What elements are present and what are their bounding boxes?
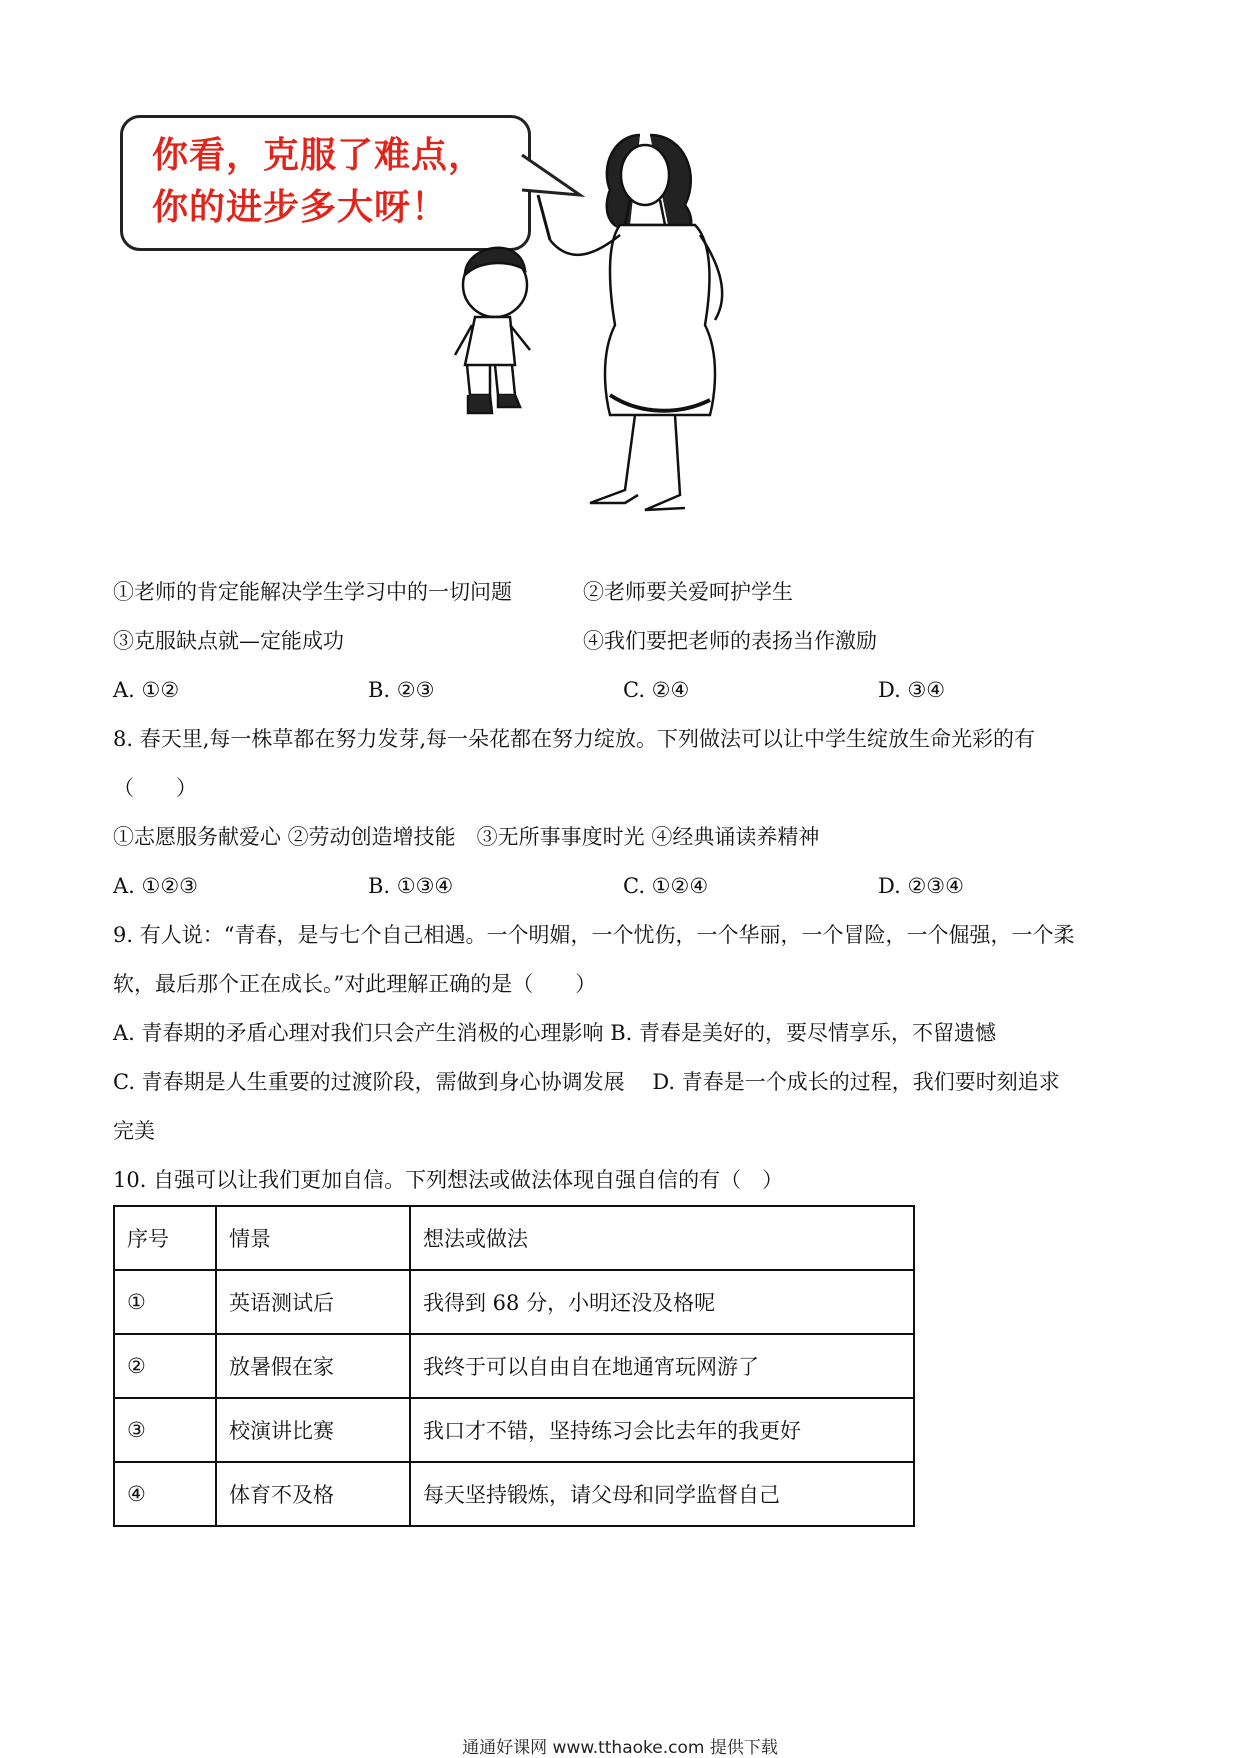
q7-option-c[interactable]: C. ②④ [623, 678, 690, 702]
q8-answer-paren: （ ） [113, 776, 197, 800]
q7-item-3: ③克服缺点就—定能成功 [113, 629, 344, 653]
speech-bubble-text [152, 130, 552, 234]
q8-option-b[interactable]: B. ①③④ [368, 874, 454, 898]
q8-option-a[interactable]: A. ①②③ [113, 874, 198, 898]
table-cell: 每天坚持锻炼，请父母和同学监督自己 [410, 1462, 914, 1526]
speech-line-1: 你看，克服了难点， [152, 135, 486, 176]
table-row [114, 1334, 914, 1398]
q9-options-line-2[interactable]: C. 青春期是人生重要的过渡阶段，需做到身心协调发展 D. 青春是一个成长的过程，我们要时刻追求 [113, 1070, 1060, 1094]
q9-options-line-3: 完美 [113, 1119, 155, 1143]
q9-stem-line-2: 软，最后那个正在成长。”对此理解正确的是（ ） [113, 972, 597, 996]
q9-options-line-1[interactable]: A. 青春期的矛盾心理对我们只会产生消极的心理影响 B. 青春是美好的，要尽情享乐，不留遗憾 [113, 1021, 996, 1045]
q7-option-a[interactable]: A. ①② [113, 678, 180, 702]
speech-line-2: 你的进步多大呀！ [152, 187, 449, 228]
table-cell: 放暑假在家 [216, 1334, 410, 1398]
table-cell: 校演讲比赛 [216, 1398, 410, 1462]
table-header-row [114, 1206, 914, 1270]
table-row [114, 1398, 914, 1462]
table-cell: ② [114, 1334, 216, 1398]
table-row [114, 1270, 914, 1334]
q8-option-d[interactable]: D. ②③④ [878, 874, 964, 898]
table-header-cell: 情景 [216, 1206, 410, 1270]
q8-items: ①志愿服务献爱心 ②劳动创造增技能 ③无所事事度时光 ④经典诵读养精神 [113, 825, 820, 849]
page-footer: 通通好课网 www.tthaoke.com 提供下载 [462, 1738, 778, 1758]
q10-stem: 10. 自强可以让我们更加自信。下列想法或做法体现自强自信的有（ ） [113, 1168, 784, 1192]
table-cell: ③ [114, 1398, 216, 1462]
q7-item-2: ②老师要关爱呵护学生 [583, 580, 793, 604]
q8-option-c[interactable]: C. ①②④ [623, 874, 709, 898]
q7-item-4: ④我们要把老师的表扬当作激励 [583, 629, 877, 653]
table-cell: ④ [114, 1462, 216, 1526]
table-cell: 我终于可以自由自在地通宵玩网游了 [410, 1334, 914, 1398]
q7-item-1: ①老师的肯定能解决学生学习中的一切问题 [113, 580, 512, 604]
table-cell: 我得到 68 分，小明还没及格呢 [410, 1270, 914, 1334]
q8-stem: 8. 春天里,每一株草都在努力发芽,每一朵花都在努力绽放。下列做法可以让中学生绽放生命光彩的有 [113, 727, 1036, 751]
table-header-cell: 想法或做法 [410, 1206, 914, 1270]
table-row [114, 1462, 914, 1526]
q10-table [113, 1205, 915, 1527]
q7-option-b[interactable]: B. ②③ [368, 678, 435, 702]
table-cell: 体育不及格 [216, 1462, 410, 1526]
table-cell: ① [114, 1270, 216, 1334]
q7-option-d[interactable]: D. ③④ [878, 678, 946, 702]
child-figure [455, 248, 530, 413]
table-header-cell: 序号 [114, 1206, 216, 1270]
table-cell: 英语测试后 [216, 1270, 410, 1334]
table-cell: 我口才不错，坚持练习会比去年的我更好 [410, 1398, 914, 1462]
q9-stem-line-1: 9. 有人说：“青春，是与七个自己相遇。一个明媚，一个忧伤，一个华丽，一个冒险，一个倔强，一个柔 [113, 923, 1075, 947]
